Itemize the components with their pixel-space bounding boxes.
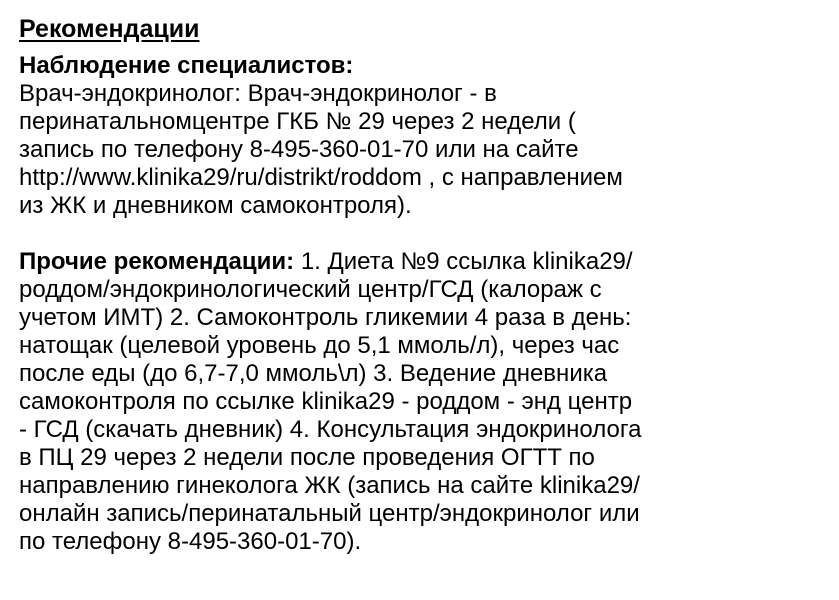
other-recommendations-paragraph: [19, 248, 824, 556]
other-recommendations-text: 1. Диета №9 ссылка klinika29/ роддом/эндокринологический центр/ГСД (калораж с учетом ИМТ) 2. Самоконтроль гликемии 4 раза в день: натощак (целевой уровень до 5,1 ммоль/л), через час после еды (до 6,7-7,0 ммоль\л) 3. Ведение дневника самоконтроля по ссылке klinika29 - роддом - энд центр - ГСД (скачать дневник) 4. Консультация эндокринолога в ПЦ 29 через 2 недели после проведения ОГТТ по направлению гинеколога ЖК (запись на сайте klinika29/ онлайн запись/перинатальный центр/эндокринолог или по телефону 8-495-360-01-70).: [19, 248, 642, 555]
specialists-label: Наблюдение специалистов:: [19, 52, 354, 79]
other-recommendations-label: Прочие рекомендации:: [19, 248, 295, 275]
paragraph-spacer: [19, 220, 824, 248]
section-heading: Рекомендации: [19, 15, 200, 43]
specialists-text: Врач-эндокринолог: Врач-эндокринолог - в перинатальномцентре ГКБ № 29 через 2 недели ( запись по телефону 8-495-360-01-70 или на сайте http://www.klinika29/ru/distrikt/roddom , с направлением из ЖК и дневником самоконтроля).: [19, 80, 623, 219]
recommendations-document: [19, 12, 824, 556]
